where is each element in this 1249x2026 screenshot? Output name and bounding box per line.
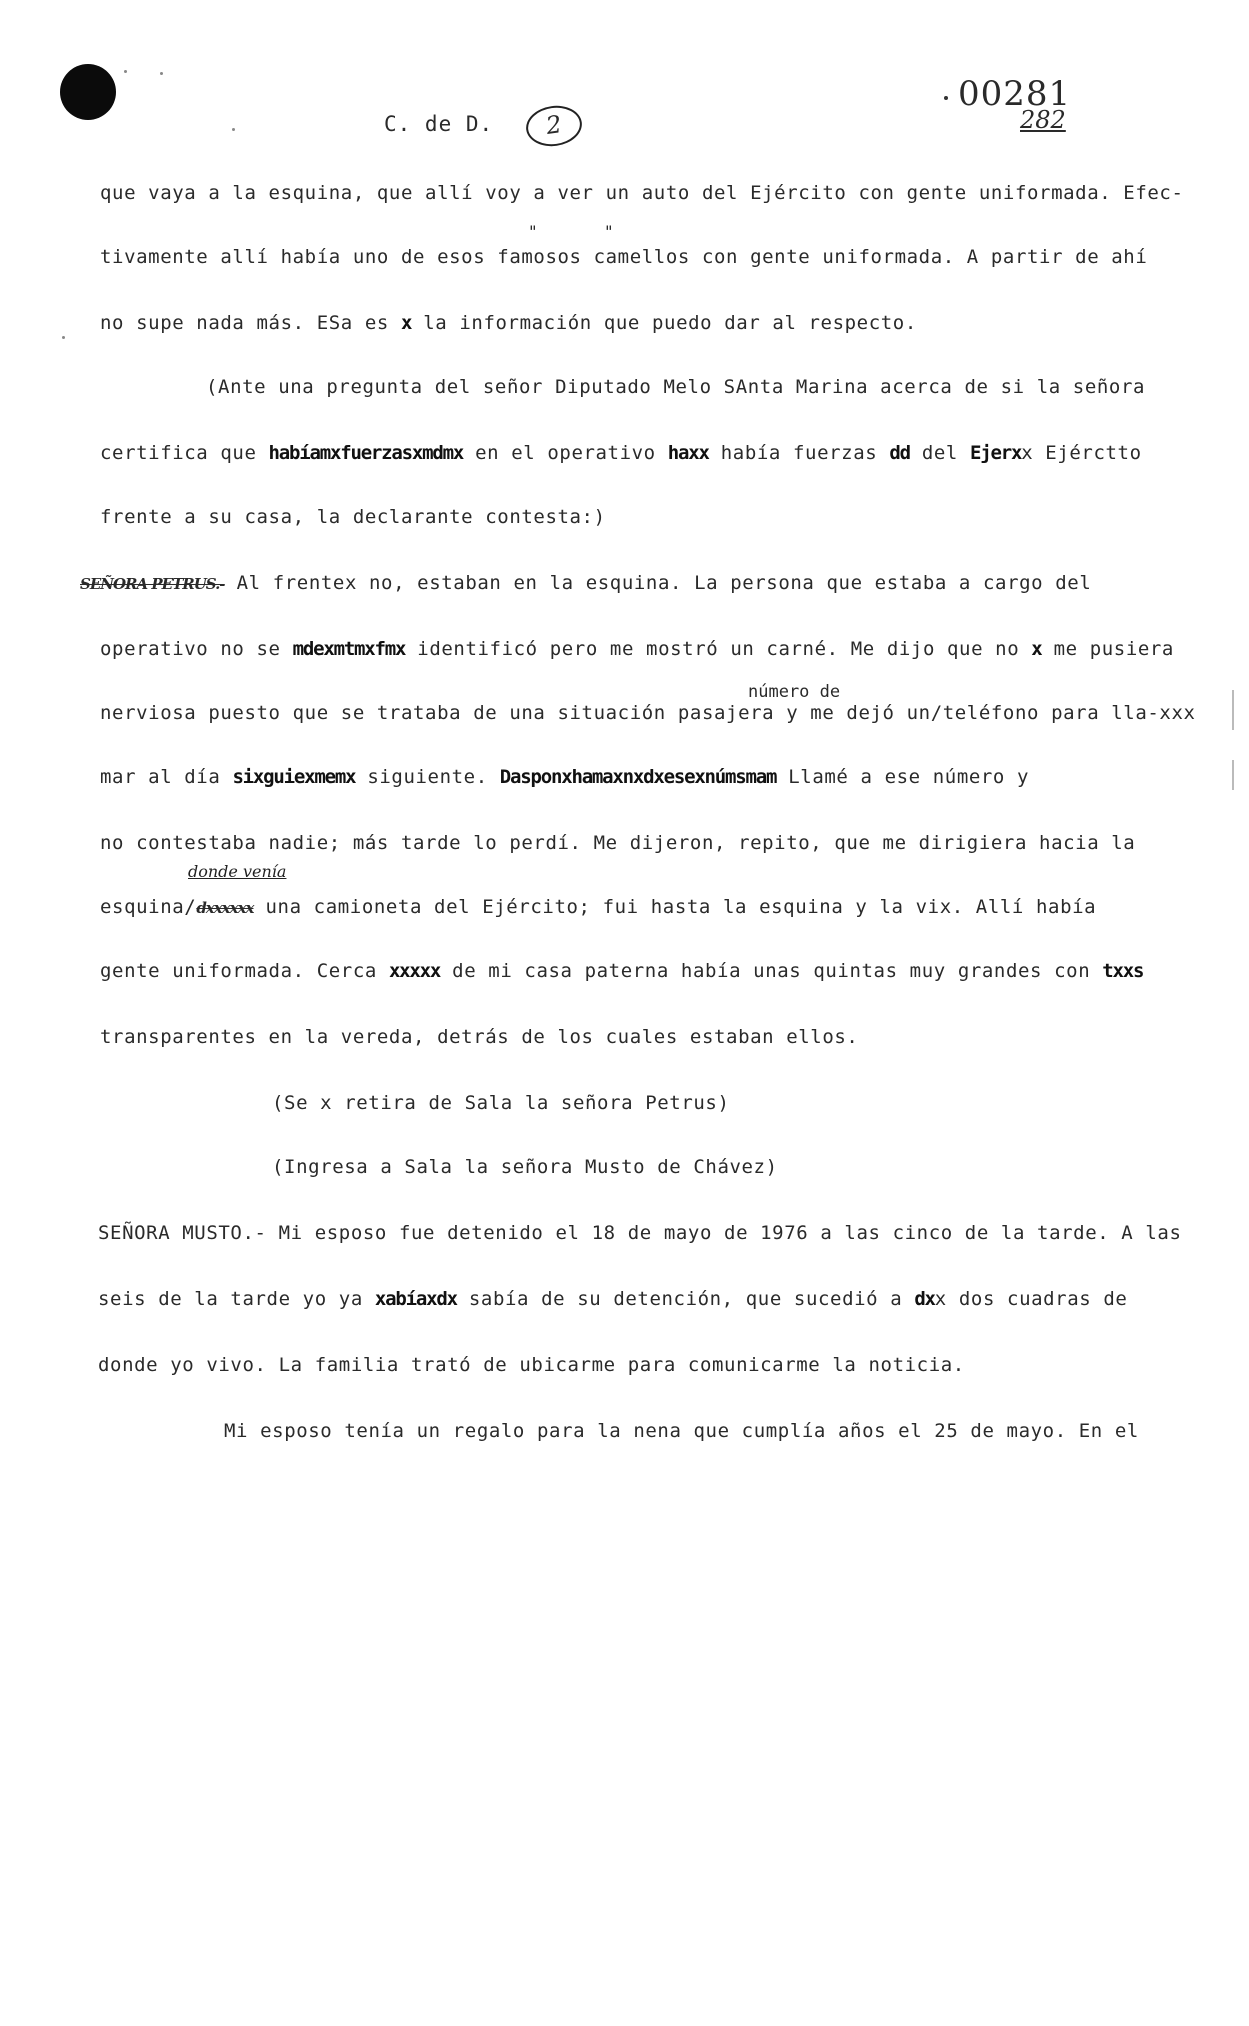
line-part: siguiente. bbox=[355, 766, 500, 788]
text-line: (Ingresa a Sala la señora Musto de Chávez) bbox=[272, 1156, 778, 1178]
interlinear-insertion: número de bbox=[748, 682, 841, 702]
speck bbox=[160, 72, 163, 75]
line-end: Llamé a ese número y bbox=[776, 766, 1030, 788]
strikeover: dx bbox=[914, 1288, 935, 1310]
text-line bbox=[100, 312, 917, 334]
text-line: SEÑORA MUSTO.- Mi esposo fue detenido el 18 de mayo de 1976 a las cinco de la tarde. A las bbox=[98, 1222, 1182, 1244]
line-part: de mi casa paterna había unas quintas muy grandes con bbox=[440, 960, 1103, 982]
text-line bbox=[80, 572, 1091, 594]
line-start: esquina/ bbox=[100, 896, 197, 918]
strikeover: sixguiexmemx bbox=[232, 766, 356, 788]
strikeover: dd bbox=[889, 442, 910, 464]
text-line bbox=[100, 638, 1174, 660]
text-line bbox=[100, 442, 1142, 464]
scan-mark bbox=[1232, 690, 1234, 730]
struck-speaker-label: SEÑORA PETRUS.- bbox=[80, 575, 225, 593]
text-line: frente a su casa, la declarante contesta:) bbox=[100, 506, 606, 528]
strikeover: Dasponxhamaxnxdxesexnúmsmam bbox=[499, 766, 777, 788]
text-line bbox=[100, 766, 1029, 788]
strikeover: xxxxx bbox=[388, 960, 441, 982]
speck bbox=[62, 336, 65, 339]
strikeover: mdexmtmxfmx bbox=[292, 638, 406, 660]
strikeover: habíamxfuerzasxmdmx bbox=[268, 442, 464, 464]
line-start: gente uniformada. Cerca bbox=[100, 960, 389, 982]
quote-mark: " bbox=[528, 222, 538, 241]
text-line bbox=[100, 896, 1096, 918]
line-part: identificó pero me mostró un carné. Me dijo que no bbox=[405, 638, 1032, 660]
handwritten-page-number: 282 bbox=[1020, 106, 1066, 134]
line-part: había fuerzas bbox=[708, 442, 890, 464]
line-end: una camioneta del Ejército; fui hasta la esquina y la vix. Allí había bbox=[253, 896, 1097, 918]
line-start: operativo no se bbox=[100, 638, 293, 660]
speck bbox=[124, 70, 127, 73]
handwritten-insertion: donde venía bbox=[188, 862, 287, 881]
text-line: (Se x retira de Sala la señora Petrus) bbox=[272, 1092, 730, 1114]
line-end: x dos cuadras de bbox=[934, 1288, 1128, 1310]
speck bbox=[232, 128, 235, 131]
text-line: Mi esposo tenía un regalo para la nena que cumplía años el 25 de mayo. En el bbox=[224, 1420, 1139, 1442]
strikeover: txxs bbox=[1102, 960, 1144, 982]
line-end: Al frentex no, estaban en la esquina. La persona que estaba a cargo del bbox=[236, 572, 1092, 594]
line-start: no supe nada más. ESa es bbox=[100, 312, 401, 334]
text-line bbox=[98, 1288, 1127, 1310]
section-header: C. de D. bbox=[384, 112, 494, 136]
line-start: certifica que bbox=[100, 442, 269, 464]
line-part: sabía de su detención, que sucedió a bbox=[456, 1288, 915, 1310]
text-line bbox=[100, 960, 1143, 982]
quote-mark: " bbox=[604, 222, 614, 241]
line-end: x Ejérctto bbox=[1021, 442, 1142, 464]
line-part: en el operativo bbox=[463, 442, 668, 464]
circled-mark: 2 bbox=[523, 102, 584, 149]
text-line: donde yo vivo. La familia trató de ubicarme para comunicarme la noticia. bbox=[98, 1354, 965, 1376]
line-end: la información que puedo dar al respecto. bbox=[411, 312, 917, 334]
text-line: tivamente allí había uno de esos famosos camellos con gente uniformada. A partir de ahí bbox=[100, 246, 1148, 268]
line-start: mar al día bbox=[100, 766, 233, 788]
line-start: seis de la tarde yo ya bbox=[98, 1288, 375, 1310]
strikeover: Ejerx bbox=[970, 442, 1022, 464]
text-line: que vaya a la esquina, que allí voy a ver un auto del Ejército con gente uniformada. Efec- bbox=[100, 182, 1184, 204]
line-part: del bbox=[909, 442, 971, 464]
scan-mark bbox=[1232, 760, 1234, 790]
text-line: transparentes en la vereda, detrás de los cuales estaban ellos. bbox=[100, 1026, 859, 1048]
strikeover: x bbox=[400, 312, 412, 334]
strikeover: x bbox=[1031, 638, 1042, 660]
page-number: 00281 bbox=[958, 74, 1072, 114]
text-line: nerviosa puesto que se trataba de una situación pasajera y me dejó un/teléfono para lla-xxx bbox=[100, 702, 1196, 724]
punch-hole bbox=[60, 64, 116, 120]
text-line: no contestaba nadie; más tarde lo perdí. Me dijeron, repito, que me dirigiera hacia la bbox=[100, 832, 1136, 854]
line-end: me pusiera bbox=[1041, 638, 1174, 660]
text-line: (Ante una pregunta del señor Diputado Melo SAnta Marina acerca de si la señora bbox=[206, 376, 1146, 398]
strikeover: xabíaxdx bbox=[374, 1288, 457, 1310]
dot-mark bbox=[944, 96, 948, 100]
strikeover: haxx bbox=[667, 442, 709, 464]
struck-handwriting: dxxxxxx bbox=[196, 899, 254, 917]
